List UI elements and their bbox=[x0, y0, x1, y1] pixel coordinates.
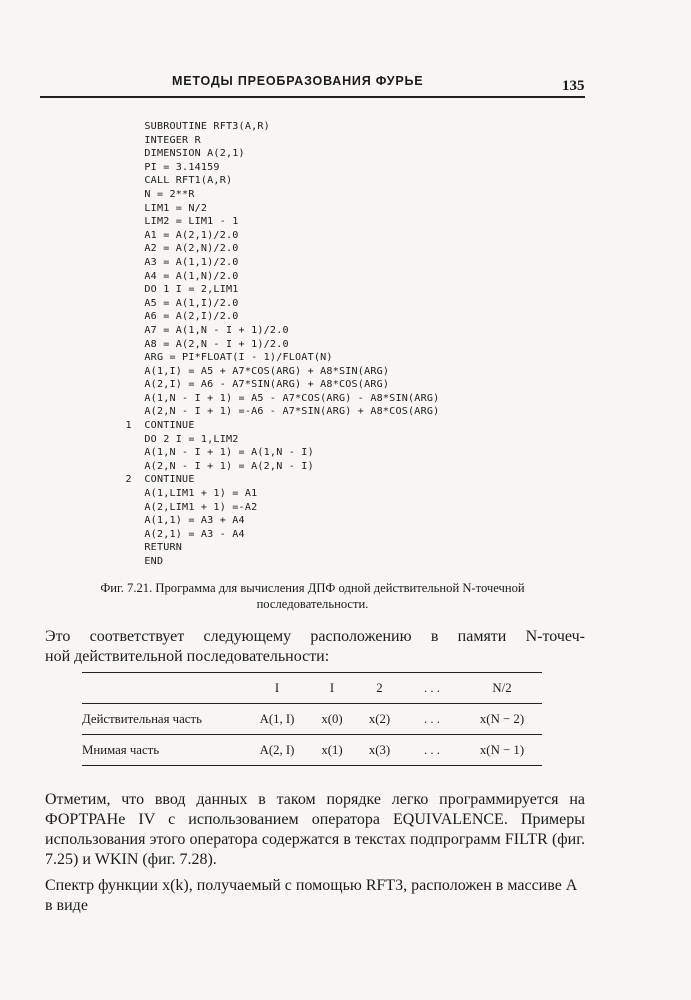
table-cell: Действительная часть bbox=[82, 711, 202, 726]
table-cell: x(3) bbox=[368, 742, 391, 757]
table-header-cell: 2 bbox=[376, 680, 383, 695]
code-line: A(2,N - I + 1) = A(2,N - I) bbox=[113, 460, 314, 472]
code-line: A(1,N - I + 1) = A(1,N - I) bbox=[113, 447, 314, 459]
paragraph-3: Спектр функции x(k), получаемый с помощью RFT3, расположен в массиве A в виде bbox=[45, 877, 577, 914]
table-cell: A(1, I) bbox=[259, 711, 295, 726]
paragraph-1 bbox=[45, 627, 585, 667]
paragraph-2: Отметим, что ввод данных в таком порядке легко программируется на ФОРТРАНе IV с использованием оператора EQUIVALENCE. Примеры использования этого оператора содержатся в текстах подпрограмм FILTR (фиг. 7.25) и WKIN (фиг. 7.28). bbox=[45, 791, 585, 868]
code-line: A6 = A(2,I)/2.0 bbox=[113, 311, 239, 323]
table-cell: x(N − 1) bbox=[479, 742, 525, 757]
code-line: LIM1 = N/2 bbox=[113, 202, 208, 214]
code-line: A8 = A(2,N - I + 1)/2.0 bbox=[113, 338, 289, 350]
paragraph-1-line-1: Это соответствует следующему расположению в памяти N-точеч- bbox=[45, 628, 585, 645]
page-header-title: МЕТОДЫ ПРЕОБРАЗОВАНИЯ ФУРЬЕ bbox=[172, 74, 424, 88]
table-header-cell: . . . bbox=[424, 680, 440, 695]
code-line: 2 CONTINUE bbox=[113, 474, 195, 486]
table-row bbox=[82, 704, 542, 735]
code-line: END bbox=[113, 556, 164, 567]
code-line: A(1,1) = A3 + A4 bbox=[113, 515, 245, 527]
table-header-cell bbox=[82, 673, 247, 704]
code-line: A7 = A(1,N - I + 1)/2.0 bbox=[113, 324, 289, 336]
table-header-cell: I bbox=[274, 680, 280, 695]
code-line: A(1,N - I + 1) = A5 - A7*COS(ARG) - A8*SIN(ARG) bbox=[113, 392, 440, 404]
code-line: A1 = A(2,1)/2.0 bbox=[113, 229, 239, 241]
code-line: A(2,I) = A6 - A7*SIN(ARG) + A8*COS(ARG) bbox=[113, 379, 390, 391]
header-rule bbox=[40, 96, 585, 98]
table-cell: x(2) bbox=[368, 711, 391, 726]
code-line: PI = 3.14159 bbox=[113, 161, 220, 173]
code-line: RETURN bbox=[113, 542, 183, 554]
code-line: A(1,LIM1 + 1) = A1 bbox=[113, 488, 258, 500]
code-line: A3 = A(1,1)/2.0 bbox=[113, 256, 239, 268]
fortran-code-listing bbox=[113, 120, 439, 569]
table-cell: A(2, I) bbox=[259, 742, 295, 757]
table-row bbox=[82, 735, 542, 766]
caption-line-1: Фиг. 7.21. Программа для вычисления ДПФ одной действительной N-точечной bbox=[100, 581, 525, 595]
code-line: N = 2**R bbox=[113, 188, 195, 200]
table-cell: Мнимая часть bbox=[82, 742, 160, 757]
code-line: A2 = A(2,N)/2.0 bbox=[113, 243, 239, 255]
code-line: DO 1 I = 2,LIM1 bbox=[113, 284, 239, 296]
code-line: DO 2 I = 1,LIM2 bbox=[113, 433, 239, 445]
code-line: A5 = A(1,I)/2.0 bbox=[113, 297, 239, 309]
code-line: 1 CONTINUE bbox=[113, 420, 195, 432]
code-line: CALL RFT1(A,R) bbox=[113, 175, 233, 187]
memory-layout-table bbox=[82, 672, 542, 766]
table-cell: x(1) bbox=[321, 742, 343, 757]
code-line: A(2,N - I + 1) =-A6 - A7*SIN(ARG) + A8*COS(ARG) bbox=[113, 406, 440, 418]
table-cell: . . . bbox=[424, 742, 440, 757]
code-line: A4 = A(1,N)/2.0 bbox=[113, 270, 239, 282]
code-line: SUBROUTINE RFT3(A,R) bbox=[113, 121, 270, 132]
code-line: INTEGER R bbox=[113, 134, 201, 146]
figure-caption bbox=[40, 580, 585, 612]
code-line: A(2,1) = A3 - A4 bbox=[113, 528, 245, 540]
table-header-cell: N/2 bbox=[492, 680, 512, 695]
table-cell: . . . bbox=[424, 711, 440, 726]
code-line: A(1,I) = A5 + A7*COS(ARG) + A8*SIN(ARG) bbox=[113, 365, 390, 377]
caption-line-2: последовательности. bbox=[256, 597, 369, 611]
page-number: 135 bbox=[562, 78, 585, 94]
code-line: LIM2 = LIM1 - 1 bbox=[113, 216, 239, 228]
code-line: A(2,LIM1 + 1) =-A2 bbox=[113, 501, 258, 513]
table-header-cell: I bbox=[329, 680, 335, 695]
code-line: DIMENSION A(2,1) bbox=[113, 148, 245, 160]
code-line: ARG = PI*FLOAT(I - 1)/FLOAT(N) bbox=[113, 352, 333, 364]
table-header-row bbox=[82, 673, 542, 704]
table-cell: x(N − 2) bbox=[479, 711, 525, 726]
table-cell: x(0) bbox=[321, 711, 343, 726]
paragraph-1-line-2: ной действительной последовательности: bbox=[45, 648, 330, 665]
